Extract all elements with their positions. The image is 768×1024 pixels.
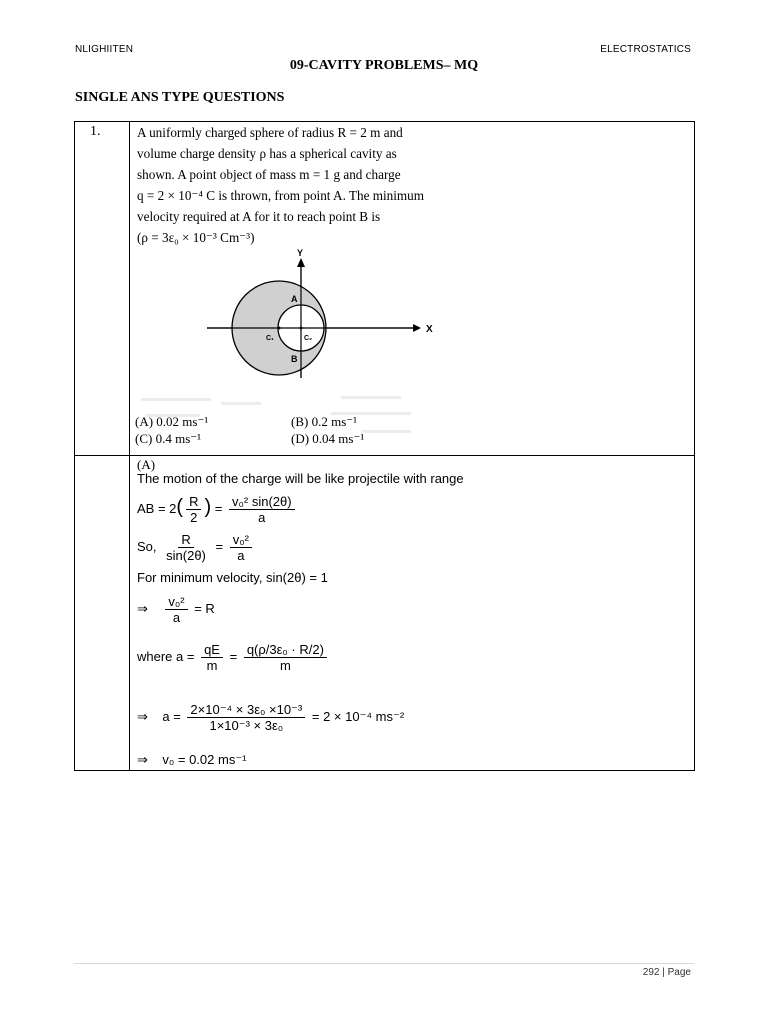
header-left-text: NLIGHIITEN — [75, 44, 134, 55]
center-c2-dot — [300, 327, 303, 330]
solution-min-velocity: For minimum velocity, sin(2θ) = 1 — [137, 570, 328, 585]
solution-range-equation: AB = 2( $\frac{R}{2}$ ) = $\frac{\text{v₀² sin(2θ)}}{a}$ — [137, 494, 298, 525]
center-c1-dot — [278, 327, 281, 330]
question-line-4: q = 2 × 10⁻⁴ C is thrown, from point A. The minimum — [137, 188, 425, 203]
option-a: (A) 0.02 ms⁻¹ — [135, 414, 209, 429]
solution-acceleration-value: ⇒ a = $\frac{\text{2×10⁻⁴ × 3ε₀ ×10⁻³}}{\text{1×10⁻³ × 3ε₀}}$ = 2 × 10⁻⁴ ms⁻² — [137, 702, 405, 733]
table-row-divider — [75, 455, 694, 456]
table-column-divider — [129, 122, 130, 770]
question-table — [74, 121, 695, 771]
document-title: 09-CAVITY PROBLEMS– MQ — [289, 58, 479, 73]
point-b-label: B — [291, 354, 298, 364]
point-a-label: A — [291, 294, 298, 304]
solution-v0-r-equation: ⇒ $\frac{\text{v₀²}}{a}$ = R — [137, 594, 215, 625]
question-line-2: volume charge density ρ has a spherical cavity as — [137, 146, 397, 161]
footer-divider — [74, 963, 694, 964]
solution-acceleration-definition: where a = $\frac{qE}{m}$ = $\frac{\text{q(ρ/3ε₀ · R/2)}}{m}$ — [137, 642, 330, 673]
question-line-1: A uniformly charged sphere of radius R = 2 m and — [137, 125, 403, 140]
question-text — [137, 122, 467, 248]
option-b: (B) 0.2 ms⁻¹ — [291, 414, 358, 429]
option-c: (C) 0.4 ms⁻¹ — [135, 431, 202, 446]
solution-so-equation: So, $\frac{R}{\sin(2\theta)}$ = $\frac{\text{v₀²}}{a}$ — [137, 532, 255, 563]
cavity-figure — [201, 248, 451, 388]
solution-final-velocity: ⇒ v₀ = 0.02 ms⁻¹ — [137, 752, 247, 767]
section-title: SINGLE ANS TYPE QUESTIONS — [75, 90, 285, 105]
solution-answer: (A) — [137, 457, 156, 472]
center-c1-label: C₁ — [266, 335, 274, 342]
x-axis-label: X — [426, 324, 433, 335]
question-number: 1. — [90, 124, 101, 139]
header-right-text: ELECTROSTATICS — [600, 44, 691, 55]
solution-line-1: The motion of the charge will be like projectile with range — [137, 471, 464, 486]
y-axis-label: Y — [297, 248, 304, 258]
option-d: (D) 0.04 ms⁻¹ — [291, 431, 365, 446]
question-line-3: shown. A point object of mass m = 1 g and charge — [137, 167, 401, 182]
question-line-6: (ρ = 3ε₀ × 10⁻³ Cm⁻³) — [137, 230, 255, 245]
center-c2-label: C₂ — [304, 335, 313, 342]
page-number: 292 | Page — [642, 967, 691, 978]
question-line-5: velocity required at A for it to reach point B is — [137, 209, 381, 224]
